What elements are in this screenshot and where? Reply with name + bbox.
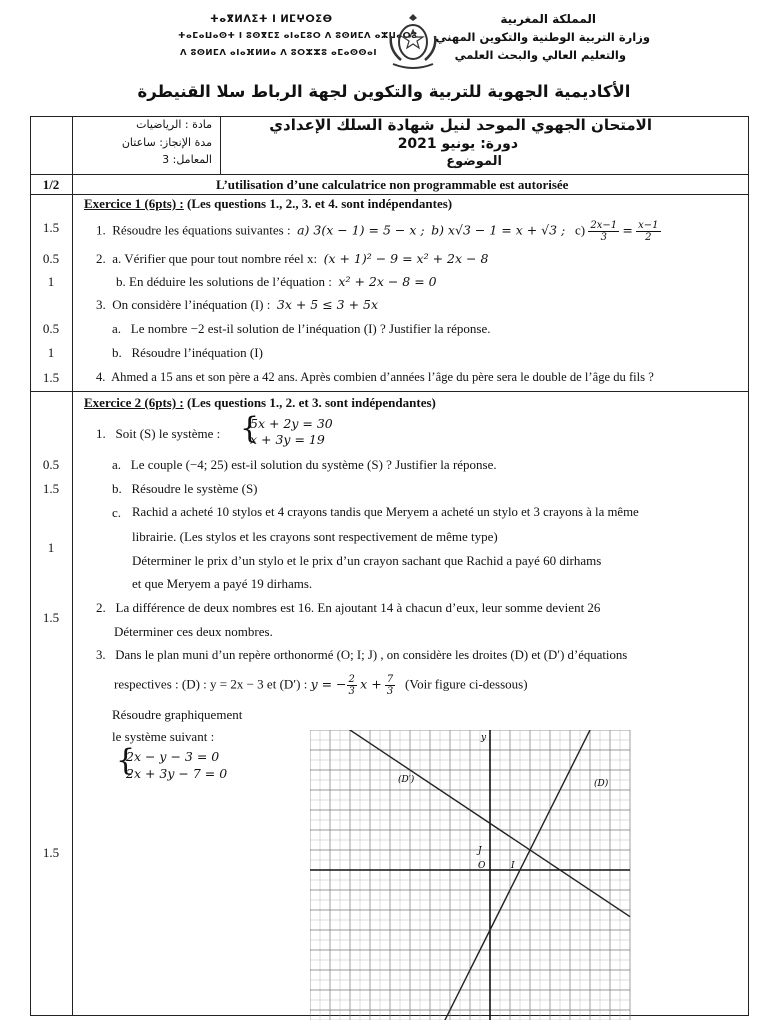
exercise-divider <box>30 391 749 392</box>
e2-q3-line2-d: (Voir figure ci-dessous) <box>405 676 528 692</box>
e2-q1c-line3: Déterminer le prix d’un stylo et le prix d’un crayon sachant que Rachid a payé 60 dirhams <box>132 553 602 568</box>
e1-q3-math: 3x + 5 ≤ 3 + 5x <box>276 297 379 312</box>
points-e1-q3b: 1 <box>47 345 55 360</box>
e1-q1-c-label: c) <box>575 222 586 238</box>
e2-q3 <box>96 648 627 663</box>
points-e2-q1c: 1 <box>47 540 55 555</box>
graph-system-eq1: 2x − y − 3 = 0 <box>126 749 220 764</box>
e2-q1-text: Soit (S) le système : <box>115 426 221 441</box>
e2-q1-label: 1. <box>96 426 106 441</box>
tifinagh-line-2: ⵜⴰⵎⴰⵡⴰⵙⵜ ⵏ ⵓⵙⴳⵎⵉ ⴰⵏⴰⵎⵓⵔ ⴷ ⵓⵙⵍⵎⴷ ⴰⵣⵡⴰⵔⵓ <box>178 31 418 41</box>
points-e1-q3a: 0.5 <box>42 321 60 336</box>
e2-q3-label: 3. <box>96 648 106 662</box>
e1-q3-label: 3. <box>96 297 106 312</box>
kingdom-emblem-icon <box>385 10 441 72</box>
exercise2-note: (Les questions 1., 2. et 3. sont indépendantes) <box>187 395 436 410</box>
e2-q1 <box>96 426 220 442</box>
e2-q1a-text: Le couple (−4; 25) est-il solution du système (S) ? Justifier la réponse. <box>130 457 497 472</box>
graph-figure <box>310 730 634 1020</box>
e2-q3-frac2-den: 3 <box>386 686 394 697</box>
e1-q3a-text: Le nombre −2 est-il solution de l’inéquation (I) ? Justifier la réponse. <box>130 321 491 336</box>
e2-q1a <box>112 457 497 473</box>
exam-title: الامتحان الجهوي الموحد لنيل شهادة السلك الإعدادي <box>269 116 652 134</box>
calculator-row-divider <box>30 194 749 195</box>
exam-subject-type: الموضوع <box>446 154 502 169</box>
graph-label-y: y <box>481 733 487 743</box>
exercise1-title: Exercice 1 (6pts) : <box>84 196 184 211</box>
header-cell-divider <box>220 116 221 174</box>
kingdom-name-ar: المملكة المغربية <box>500 12 596 26</box>
academy-title: الأكاديمية الجهوية للتربية والتكوين لجهة الرباط سلا القنيطرة <box>137 82 631 101</box>
e2-q3-frac2-num: 7 <box>386 674 394 685</box>
e1-q1-text: Résoudre les équations suivantes : <box>112 222 291 238</box>
points-e1-q1: 1.5 <box>42 220 60 235</box>
exercise2-title: Exercice 2 (6pts) : <box>84 395 184 410</box>
e2-q3-line2 <box>114 674 528 697</box>
e2-q3-frac1-den: 3 <box>348 686 355 697</box>
e1-q2b-text: b. En déduire les solutions de l’équation : <box>116 274 332 289</box>
points-e1-q2b: 1 <box>47 274 55 289</box>
e2-q3-frac1 <box>347 674 357 697</box>
e1-q1-label: 1. <box>96 222 106 238</box>
e1-q2a-label: 2. <box>96 251 106 266</box>
e1-q3b-label: b. <box>112 345 122 360</box>
tifinagh-line-3: ⴷ ⵓⵙⵍⵎⴷ ⴰⵏⴰⴼⵍⵍⴰ ⴷ ⵓⵔⵣⵣⵓ ⴰⵎⴰⵙⵙⴰⵏ <box>180 48 378 58</box>
e2-q1b-label: b. <box>112 481 122 496</box>
exercise1-note: (Les questions 1., 2., 3. et 4. sont indépendantes) <box>187 196 453 211</box>
e1-q1-b: b) x√3 − 1 = x + √3 ; <box>431 222 566 238</box>
e2-q1c-line2: librairie. (Les stylos et les crayons sont respectivement de même type) <box>132 529 498 544</box>
system-s-eq2: x + 3y = 19 <box>250 432 325 447</box>
kingdom-emblem <box>385 10 441 72</box>
e2-q1c-label: c. <box>112 505 122 520</box>
e1-q2a-math: (x + 1)² − 9 = x² + 2x − 8 <box>323 251 489 266</box>
points-e2-q3: 1.5 <box>42 845 60 860</box>
e1-q4-label: 4. <box>96 370 106 384</box>
e1-q1-a: a) 3(x − 1) = 5 − x ; <box>297 222 425 238</box>
e1-q3a <box>112 321 490 337</box>
e2-q2-line1: La différence de deux nombres est 16. En ajoutant 14 à chacun d’eux, leur somme devient 26 <box>115 600 601 615</box>
e2-q1a-label: a. <box>112 457 122 472</box>
exam-coefficient: المعامل: 3 <box>162 153 212 166</box>
e2-q1b <box>112 481 258 497</box>
e1-q1: 1. Résoudre les équations suivantes : a) 3(x − 1) = 5 − x ; b) x√3 − 1 = x + √3 ; c) $\frac{2x-1}{3}$ = $\frac{x-1}{2}$ <box>96 220 659 243</box>
points-e2-q1b: 1.5 <box>42 481 60 496</box>
e1-q3-text: On considère l’inéquation (I) : <box>112 297 271 312</box>
e1-q3b-text: Résoudre l’inéquation (I) <box>131 345 263 360</box>
graph-grid <box>310 730 630 1020</box>
ministry-name-ar-2: والتعليم العالي والبحث العلمي <box>454 48 626 62</box>
e2-q2-line2: Déterminer ces deux nombres. <box>114 624 273 639</box>
e2-q3-line1: Dans le plan muni d’un repère orthonormé (O; I; J) , on considère les droites (D) et (D′) d’équations <box>115 648 628 662</box>
graph-system-eq2: 2x + 3y − 7 = 0 <box>126 766 228 781</box>
e1-q2a-text: a. Vérifier que pour tout nombre réel x: <box>112 251 318 266</box>
graph-instruction-2: le système suivant : <box>112 729 215 744</box>
graph-label-d: (D) <box>594 779 609 789</box>
e1-q1-c-lhs-den: 3 <box>600 232 607 243</box>
e1-q2b-math: x² + 2x − 8 = 0 <box>338 274 437 289</box>
e2-q1b-text: Résoudre le système (S) <box>131 481 258 496</box>
page-number: 1/2 <box>42 177 60 192</box>
exercise1-header <box>84 196 452 212</box>
e1-q1-c-rhs-num: x−1 <box>638 220 659 231</box>
points-e1-q4: 1.5 <box>42 370 60 385</box>
graph-label-j: J <box>478 846 482 856</box>
points-e1-q2a: 0.5 <box>42 251 60 266</box>
e1-q1-c-lhs-num: 2x−1 <box>590 220 618 231</box>
tifinagh-line-1: ⵜⴰⴳⵍⴷⵉⵜ ⵏ ⵍⵎⵖⵔⵉⴱ <box>210 14 333 25</box>
ministry-name-ar: وزارة التربية الوطنية والتكوين المهني <box>435 30 650 44</box>
e1-q3a-label: a. <box>112 321 122 336</box>
system-s-eq1: 5x + 2y = 30 <box>250 416 333 431</box>
e1-q2a <box>96 251 488 267</box>
graph-label-i: I <box>511 861 515 871</box>
e1-q4-text: Ahmed a 15 ans et son père a 42 ans. Après combien d’années l’âge du père sera le double de l’âge du fils ? <box>111 370 654 384</box>
e1-q3 <box>96 297 378 313</box>
e1-q1-c-lhs <box>588 220 619 243</box>
e2-q3-line2-b: y = − <box>310 676 347 692</box>
header-row-divider <box>30 174 749 175</box>
exam-session: دورة: يونيو 2021 <box>397 136 518 152</box>
e2-q3-frac1-num: 2 <box>348 674 355 685</box>
graph-label-dp: (D′) <box>398 775 415 785</box>
calculator-note: L’utilisation d’une calculatrice non programmable est autorisée <box>216 177 569 192</box>
points-e2-q1a: 0.5 <box>42 457 60 472</box>
points-e2-q2: 1.5 <box>42 610 60 625</box>
e1-q1-c-rhs-den: 2 <box>645 232 652 243</box>
exam-subject: مادة : الرياضيات <box>136 118 212 131</box>
graph-label-o: O <box>478 861 486 871</box>
e2-q2-label: 2. <box>96 600 106 615</box>
e2-q3-frac2 <box>385 674 395 697</box>
e2-q3-line2-a: respectives : (D) : y = 2x − 3 et (D′) : <box>114 676 308 692</box>
e2-q2 <box>96 600 600 616</box>
e1-q4 <box>96 370 654 385</box>
e2-q1c-line1: Rachid a acheté 10 stylos et 4 crayons tandis que Meryem a acheté un stylo et 3 crayons à la même <box>132 505 639 519</box>
e2-q3-line2-c: x + <box>360 676 382 692</box>
graph-instruction-1: Résoudre graphiquement <box>112 707 243 722</box>
exercise2-header <box>84 395 436 411</box>
exam-duration: مدة الإنجاز: ساعتان <box>121 136 212 149</box>
points-column-divider <box>72 116 73 1016</box>
e1-q3b <box>112 345 263 361</box>
e1-q2b <box>116 274 437 290</box>
e1-q1-c-rhs <box>636 220 660 243</box>
e2-q1c-line4: et que Meryem a payé 19 dirhams. <box>132 576 313 591</box>
